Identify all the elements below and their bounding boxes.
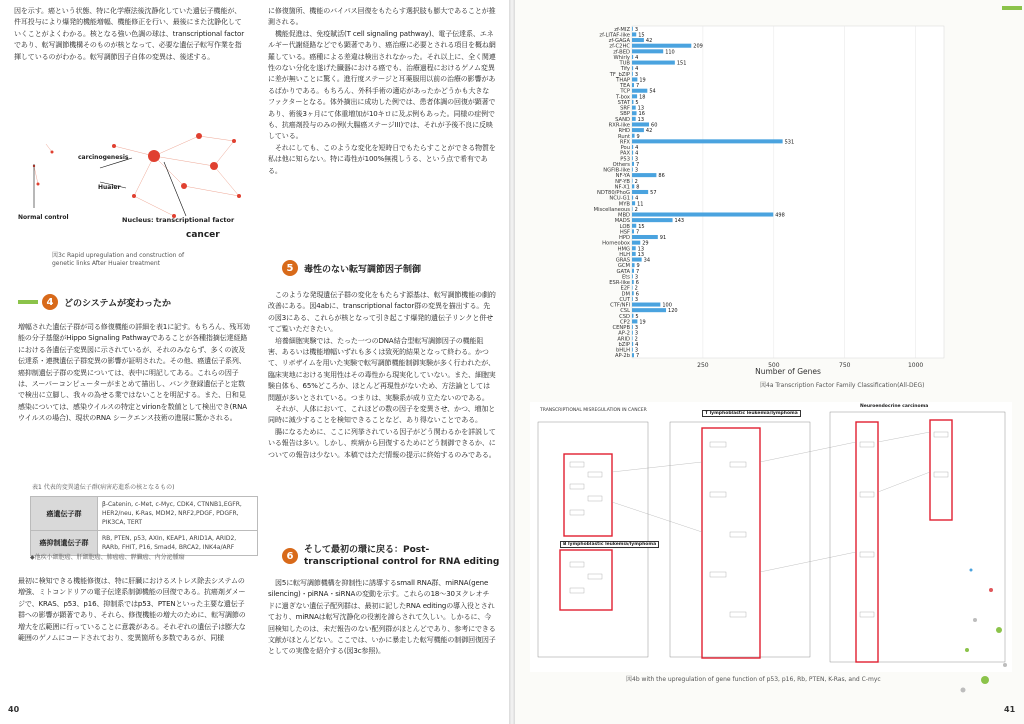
- chart-plot-area: [632, 26, 944, 358]
- bar-value-label: 100: [662, 302, 672, 309]
- chart-bar: [632, 342, 633, 346]
- section-5-body: このような発現遺伝子群の変化をもたらす源基は、転写調節機能の劇的改善にある。図4abに、transcriptional factor群の変異を描出する。先の図3にある、これらが核となって引き起こす爆発的遺伝子リンクと併せてご覧いただきたい。: [268, 291, 496, 334]
- label-carcinogenesis: carcinogenesis: [78, 154, 129, 161]
- category-label: ESR-like: [609, 280, 630, 287]
- bar-value-label: 7: [635, 83, 640, 90]
- category-label: DM: [621, 291, 630, 298]
- bar-value-label: 7: [635, 161, 640, 168]
- bar-value-label: 5: [635, 313, 639, 320]
- bar-value-label: 3: [634, 325, 639, 332]
- section-5-column: [268, 290, 496, 461]
- chart-bar: [632, 336, 633, 340]
- section-5-body-2: 培養細胞実験では、たった一つのDNA結合型転写調節因子の機能阻害、あるいは機能増幅いずれも多くは致死的結果となって終わる。かつて、リボザイムを用いた実験で転写調節機能制御実験が多く行われたが、臨床実地における実用性はその毒性から現実化していない。また、細胞実験自体も、65%どころか、ほとんど再現性がないため、方法論としては問題が多いとされている。つまりは、実験系が成り立たないのである。: [268, 336, 496, 402]
- bar-value-label: 60: [651, 122, 658, 129]
- category-label: SRF: [620, 105, 630, 112]
- category-label: AP-2b: [614, 353, 630, 360]
- category-label: Whirly: [613, 54, 630, 61]
- bar-value-label: 2: [634, 206, 638, 213]
- category-label: Ets: [621, 274, 630, 281]
- chart-bar: [632, 319, 637, 323]
- chart-bar: [632, 122, 649, 126]
- chart-bar: [632, 196, 633, 200]
- category-label: HSF: [619, 229, 630, 236]
- chart-bar: [632, 184, 634, 188]
- x-axis-label: Number of Genes: [755, 367, 821, 376]
- category-label: CP2: [619, 319, 630, 326]
- bar-value-label: 3: [634, 26, 639, 33]
- chart-bar: [632, 291, 634, 295]
- category-label: GRAS: [615, 257, 630, 264]
- x-tick-label: 500: [768, 362, 780, 369]
- category-label: THAP: [616, 77, 630, 84]
- pathway-title: TRANSCRIPTIONAL MISREGULATION IN CANCER: [540, 408, 647, 413]
- bar-value-label: 11: [637, 201, 644, 208]
- category-label: AP-2: [618, 330, 630, 337]
- chart-bar: [632, 38, 644, 42]
- chart-bar: [632, 190, 648, 194]
- category-label: Runt: [618, 133, 630, 140]
- category-label: E2F: [620, 285, 630, 292]
- category-label: NF-YB: [615, 178, 630, 185]
- mid-paragraph-1: に修復箇所、機能のバイパス回復をもたらす選択肢も膨大であることが推測される。: [268, 7, 496, 27]
- right-page-number: 41: [1004, 705, 1016, 714]
- section-5-body-3: それが、人体において、これほどの数の因子を変異させ、かつ、増加と同時に減少することを検知できることなど、あり得ないことである。: [268, 405, 496, 425]
- bar-value-label: 7: [635, 268, 640, 275]
- bar-value-label: 3: [634, 156, 639, 163]
- bar-value-label: 8: [636, 184, 640, 191]
- category-label: CTF/NFI: [610, 302, 630, 309]
- gene-network-image: [14, 126, 244, 226]
- bar-value-label: 151: [676, 60, 687, 67]
- chart-bar: [632, 286, 633, 290]
- section-6-title: そして最初の環に戻る：Post-transcriptional control for RNA editing: [304, 545, 500, 567]
- bar-value-label: 4: [635, 66, 639, 73]
- chart-bar: [632, 156, 633, 160]
- chart-bar: [632, 252, 636, 256]
- category-label: T-box: [616, 94, 630, 101]
- category-label: HPD: [618, 235, 630, 242]
- bar-value-label: 209: [693, 43, 703, 50]
- table-cell-suppressors: RB, PTEN, p53, AXIn, KEAP1, ARID1A, ARID2, RARb, FHIT, P16, Smad4, BRCA2, INK4a/ARF: [98, 531, 258, 556]
- category-label: TEA: [620, 83, 630, 90]
- mid-paragraph-3: それにしても、このような変化を短時日でもたらすことができる物質を私は他に知らない。特に毒性が100%無視しうる、という点で希有である。: [268, 143, 496, 175]
- section-4-body: 増幅された遺伝子群が司る修復機能の詳細を表1に記す。もちろん、残耳効能の分子基盤がHippo Signaling Pathwayであることが各種指摘伝達経路における各遺伝子変異図に示されているが、それのみならず、多くの波及伝達系・連携遺伝子群変異の影響が証明された。その他、癌遺伝子系列、癌抑制遺伝子群の変異については、表中に明記してある。これらの因子は、スーパーコンピューターがまとめて描出し、バンク登録遺伝子と定数で検出に立脚し、我々の為せる業ではないことを明記する。また、日和見感染については、感染ウイルスの特定とvirionを数値として検出でき(RNAウイルスの場合)、現状のRNA シークエンス技術の進展に驚かされる。: [18, 323, 250, 423]
- bar-value-label: 2: [634, 285, 638, 292]
- category-label: zf-LITAF-like: [599, 32, 630, 39]
- chart-bar: [632, 134, 635, 138]
- section-4-column: [18, 322, 250, 425]
- bar-value-label: 13: [637, 105, 645, 112]
- bar-value-label: 19: [639, 319, 646, 326]
- category-label: Miscellaneous: [593, 206, 630, 213]
- chart-bar: [632, 55, 633, 59]
- x-tick-label: 1000: [907, 362, 924, 369]
- bar-value-label: 34: [643, 257, 651, 264]
- x-tick-label: 250: [697, 362, 709, 369]
- section-4-title: どのシステムが変わったか: [64, 298, 172, 309]
- bar-value-label: 4: [635, 150, 639, 157]
- x-tick-label: 750: [839, 362, 851, 369]
- middle-column-top: [268, 6, 496, 177]
- chart-bar: [632, 173, 656, 177]
- pathway-box-t-lymphoblastic: T lymphoblastic leukemia/lymphoma: [702, 410, 801, 417]
- pathway-box-b-lymphoblastic: B lymphoblastic leukemia/lymphoma: [560, 541, 659, 548]
- category-label: TCP: [620, 88, 630, 95]
- chart-bar: [632, 212, 773, 216]
- category-label: zf-GAGA: [608, 38, 630, 45]
- section-6-body: 図5に転写調節機構を抑制性に誘導するsmall RNA群、miRNA(gene silencing)・piRNA・siRNAの変動を示す。これらの18〜30ヌクレオチドに過ぎない遺伝子配列群は、最初に記したRNA editingの導入役とされており、miRNAは転写沈静化の役割を諦らされて久しい。しかるに、今回検知したのは、未だ報告のない配列群がほとんどであり、参考にできる文献がほとんどない。ここでは、いかに暴走した転写機能の制御回復因子としての実像を紹介する(図3c参照)。: [268, 579, 496, 656]
- section-6-number: 6: [282, 548, 298, 564]
- pathway-map-image: [530, 402, 1012, 672]
- bar-value-label: 13: [637, 246, 645, 253]
- category-label: P53: [620, 156, 630, 163]
- bar-value-label: 7: [635, 229, 640, 236]
- section-5-heading: [282, 260, 421, 276]
- tf-family-bar-chart: [588, 20, 952, 390]
- chart-bar: [632, 257, 642, 261]
- section-6-heading: [282, 544, 502, 568]
- chart-bar: [632, 111, 637, 115]
- chart-bar: [632, 348, 633, 352]
- chart-bar: [632, 44, 691, 48]
- bar-value-label: 3: [634, 71, 639, 78]
- label-nucleus: Nucleus: transcriptional factor: [122, 216, 235, 224]
- chart-bar: [632, 229, 634, 233]
- category-label: CENPB: [612, 325, 630, 332]
- category-label: bHLH: [616, 347, 630, 354]
- bar-value-label: 498: [775, 212, 785, 219]
- chart-bar: [632, 331, 633, 335]
- bar-value-label: 4: [635, 145, 639, 152]
- bar-value-label: 15: [638, 32, 645, 39]
- category-label: NDT80/PhoG: [596, 190, 630, 197]
- bar-value-label: 86: [658, 173, 665, 180]
- chart-bar: [632, 77, 637, 81]
- category-label: Others: [612, 161, 630, 168]
- category-label: STAT: [617, 99, 630, 106]
- category-label: SAND: [615, 116, 630, 123]
- bar-value-label: 110: [665, 49, 675, 56]
- bar-value-label: 3: [634, 167, 639, 174]
- section-6-column: [268, 578, 496, 658]
- category-label: CSL: [620, 308, 630, 315]
- bar-value-label: 29: [642, 240, 649, 247]
- table-1-footnote: ◆他疾小細胞癌、肝細胞癌、肺癌癌、膵臓癌、内分泌腫瘍: [30, 554, 185, 561]
- category-label: HMG: [617, 246, 630, 253]
- category-label: ARID: [617, 336, 630, 343]
- bar-value-label: 9: [636, 263, 640, 270]
- chart-bar: [632, 303, 660, 307]
- category-label: zf-C2HC: [609, 43, 630, 50]
- bar-value-label: 2: [634, 336, 638, 343]
- bottom-paragraph: 最初に検知できる機能修復は、特に肝臓におけるストレス除去システムの増強、ミトコンドリアの電子伝達系制御機能の回復である。抗癌剤ダメージで、KRAS、p53、p16、抑制系ではp53、PTENといった主要な遺伝子群への影響が顕著であり、それら、修復機能の増大のために、転写調節の増大を広範囲に行っていることに意義がある。それぞれの遺伝子は膨大な範囲のゲノムにコードされており、変異箇所も多数であるが、同様: [18, 577, 246, 643]
- chart-bar: [632, 280, 634, 284]
- chart-bar: [632, 235, 658, 239]
- chart-bar: [632, 49, 663, 53]
- bar-value-label: 13: [637, 251, 645, 258]
- chart-bar: [632, 106, 636, 110]
- chart-bar: [632, 89, 647, 93]
- section-4-heading: [42, 294, 171, 310]
- category-label: TF_bZIP: [609, 71, 630, 78]
- label-normal-control: Normal control: [18, 214, 69, 221]
- bar-value-label: 120: [668, 308, 678, 315]
- bar-value-label: 143: [674, 218, 685, 225]
- intro-column: [14, 6, 246, 63]
- category-label: NF-X1: [614, 184, 630, 191]
- chart-bar: [632, 314, 633, 318]
- bar-value-label: 6: [635, 291, 639, 298]
- chart-bar: [632, 32, 636, 36]
- section-5-title: 毒性のない転写調節因子制御: [304, 264, 422, 275]
- chart-bar: [632, 207, 633, 211]
- chart-bar: [632, 241, 640, 245]
- bar-value-label: 5: [635, 99, 639, 106]
- category-label: RXR-like: [608, 122, 630, 129]
- category-label: CSD: [619, 313, 630, 320]
- mid-paragraph-2: 機能促進は、免疫賦活(T cell signaling pathway)、電子伝達系、エネルギー代謝経路などでも顕著であり、癌治療に必要とされる項目を概ね網羅している。癌種による差違は検出されなかった。それ以上に、全く関連性のない分化を遂げた臓器における癌でも、治療過程におけるゲノム変異に差が無いことに驚く。進行度ステージと耳薬服用以前の治療の影響があるばかりである。もちろん、外科手術の適応があったかどうかも大きなファクターとなる。体外摘出に成功した例では、患者体調の回復が顕著であり、術後3ヶ月にて体重増加が10キロに及ぶ例もあった。同様の症例でも、抗癌剤投与のみの例(大腸癌ステージIII)では、それが予後不良に反映している。: [268, 29, 496, 141]
- bar-value-label: 18: [639, 94, 646, 101]
- chart-bar: [632, 269, 634, 273]
- chart-bar: [632, 139, 783, 143]
- chart-bar: [632, 151, 633, 155]
- chart-bar: [632, 246, 636, 250]
- chart-bar: [632, 145, 633, 149]
- label-huaier: Huaier: [98, 184, 121, 191]
- chart-bar: [632, 94, 637, 98]
- chart-bar: [632, 263, 635, 267]
- category-label: Homeobox: [602, 240, 630, 247]
- bar-value-label: 19: [639, 77, 646, 84]
- bar-value-label: 42: [645, 128, 653, 135]
- chart-bar: [632, 297, 633, 301]
- category-label: zf-MIZ: [614, 26, 630, 33]
- chart-bar: [632, 66, 633, 70]
- chart-bar: [632, 218, 673, 222]
- bar-value-label: 42: [645, 38, 653, 45]
- table-header-oncogenes: 癌遺伝子群: [31, 497, 98, 531]
- figure-3c: [14, 126, 244, 241]
- table-row: [31, 497, 258, 531]
- chart-bar: [632, 128, 644, 132]
- pathway-right-heading: Neuroendocrine carcinoma: [860, 404, 929, 409]
- bar-value-label: 7: [635, 353, 640, 360]
- category-label: NF-YA: [615, 173, 630, 180]
- category-label: NCU-G1: [609, 195, 630, 202]
- table-row: [31, 531, 258, 556]
- label-cancer: cancer: [186, 230, 220, 240]
- chart-caption: 図4a Transcription Factor Family Classification(All-DEG): [760, 382, 925, 389]
- section-5-body-4: 腸になるために、ここに列挙されている因子がどう関わるかを詳説している報告は多い。しかし、疾病から回復するためにどう制御できるか、についての報告は少ない。本稿ではただ情報の提示に終始するのみである。: [268, 427, 496, 459]
- category-label: LOB: [619, 223, 630, 230]
- left-page-number: 40: [8, 705, 20, 714]
- figure-3c-caption: 図3c Rapid upregulation and construction of genetic links After Huaier treatment: [52, 252, 185, 267]
- pathway-caption: 図4b with the upregulation of gene function of p53, p16, Rb, PTEN, K-Ras, and C-myc: [626, 676, 881, 683]
- section-4-marker: [18, 300, 38, 304]
- category-label: RFX: [619, 139, 630, 146]
- table-cell-oncogenes: β-Catenin, c-Met, c-Myc, CDK4, CTNNB1,EGFR, HER2/neu, K-Ras, MDM2, NRF2,PDGF, PDGFR, PIK3CA, TERT: [98, 497, 258, 531]
- category-label: RHD: [618, 128, 630, 135]
- chart-bar: [632, 201, 635, 205]
- bar-value-label: 3: [634, 274, 639, 281]
- chart-bar: [632, 325, 633, 329]
- category-label: SBP: [620, 111, 630, 118]
- bar-value-label: 4: [635, 54, 639, 61]
- category-label: MBD: [617, 212, 630, 219]
- category-label: HLH: [619, 251, 630, 258]
- category-label: GCM: [617, 263, 630, 270]
- book-gutter: [509, 0, 515, 724]
- chart-bar: [632, 224, 636, 228]
- chart-bar: [632, 162, 634, 166]
- chart-bar: [632, 274, 633, 278]
- chart-bar: [632, 353, 634, 357]
- bar-value-label: 3: [634, 330, 639, 337]
- bar-value-label: 91: [659, 235, 667, 242]
- category-label: bZIP: [618, 341, 630, 348]
- table-header-suppressors: 癌抑制遺伝子群: [31, 531, 98, 556]
- category-label: NGFIB-like: [603, 167, 630, 174]
- bar-value-label: 4: [635, 195, 639, 202]
- section-4-number: 4: [42, 294, 58, 310]
- chart-bar: [632, 100, 633, 104]
- chart-bar: [632, 61, 675, 65]
- bar-value-label: 2: [634, 178, 638, 185]
- bar-value-label: 16: [638, 111, 645, 118]
- bar-value-label: 57: [650, 190, 657, 197]
- section-5-number: 5: [282, 260, 298, 276]
- category-label: MADS: [614, 218, 630, 225]
- bar-value-label: 54: [649, 88, 656, 95]
- bar-value-label: 13: [637, 116, 645, 123]
- bar-value-label: 3: [634, 296, 639, 303]
- chart-bar: [632, 308, 666, 312]
- bar-value-label: 531: [784, 139, 795, 146]
- category-label: PAX: [620, 150, 630, 157]
- bar-value-label: 15: [638, 223, 645, 230]
- gene-table: [30, 496, 258, 556]
- category-label: Tify: [620, 66, 630, 73]
- category-label: CUT: [619, 296, 630, 303]
- intro-paragraph: 因を示す。癌という状態、特に化学療法後沈静化していた遺伝子機能が、件耳投与により爆発的機能増幅、機能修正を行い、最後にまた沈静化していくことがよくわかる。核となる強い色調の球は、transcriptional factorであり、転写調節機構そのものが核となって、必要な遺伝子転写作業を指揮しているのがわかる。転写調節因子自体の変異は、後述する。: [14, 7, 244, 61]
- category-label: MYB: [618, 201, 630, 208]
- chart-bar: [632, 167, 633, 171]
- category-label: zf-BED: [613, 49, 630, 56]
- table-1-caption: 表1 代表的変異遺伝子群(病害応進系の核となるもの): [32, 484, 175, 491]
- category-label: TUB: [619, 60, 630, 67]
- chart-bar: [632, 27, 633, 31]
- bar-value-label: 3: [634, 347, 639, 354]
- chart-bar: [632, 179, 633, 183]
- pathway-diagram: [530, 402, 1012, 672]
- bar-value-label: 6: [635, 280, 639, 287]
- decorative-dots: [955, 380, 1015, 710]
- corner-marker: [1002, 6, 1022, 10]
- chart-bar: [632, 83, 634, 87]
- category-label: Pou: [620, 145, 630, 152]
- bar-value-label: 4: [635, 341, 639, 348]
- chart-bar: [632, 117, 636, 121]
- bottom-column: [18, 576, 250, 644]
- bar-value-label: 9: [636, 133, 640, 140]
- chart-bar: [632, 72, 633, 76]
- category-label: GATA: [616, 268, 630, 275]
